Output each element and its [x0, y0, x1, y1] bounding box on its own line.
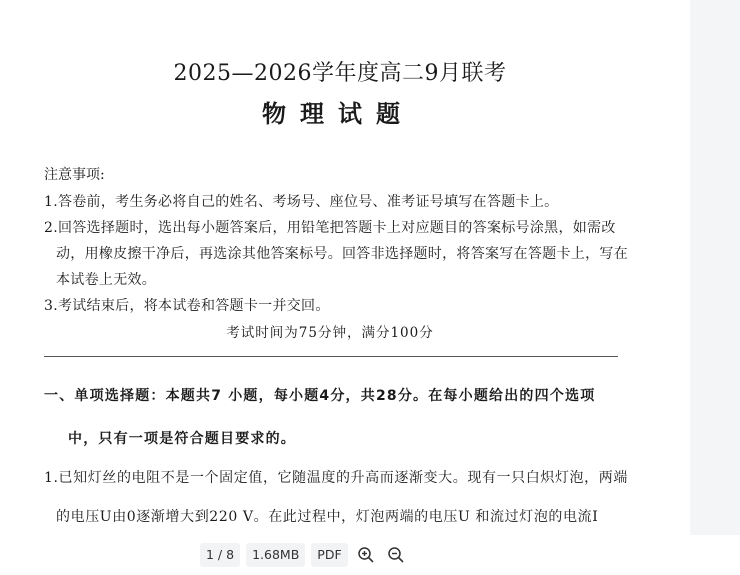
question-line: 1.已知灯丝的电阻不是一个固定值，它随温度的升高而逐渐变大。现有一只白炽灯泡，两端 — [44, 470, 628, 486]
exam-time-note: 考试时间为75分钟，满分100分 — [226, 325, 434, 341]
zoom-in-icon[interactable] — [354, 543, 378, 567]
notice-line: 本试卷上无效。 — [56, 272, 157, 288]
page-indicator[interactable]: 1 / 8 — [200, 543, 240, 567]
file-type-label: PDF — [311, 543, 347, 567]
subject-title: 物理试题 — [262, 99, 414, 128]
section-heading-continued: 中，只有一项是符合题目要求的。 — [68, 431, 296, 447]
divider-rule — [44, 356, 618, 357]
notice-line: 3.考试结束后，将本试卷和答题卡一并交回。 — [44, 298, 330, 314]
notice-line: 1.答卷前，考生务必将自己的姓名、考场号、座位号、准考证号填写在答题卡上。 — [44, 194, 559, 210]
section-heading: 一、单项选择题：本题共7 小题，每小题4分，共28分。在每小题给出的四个选项 — [44, 388, 596, 404]
viewer-toolbar — [200, 540, 408, 570]
question-line: 的电压U由0逐渐增大到220 V。在此过程中，灯泡两端的电压U 和流过灯泡的电流I — [56, 509, 599, 525]
zoom-out-icon[interactable] — [384, 543, 408, 567]
notice-heading: 注意事项: — [44, 167, 105, 183]
right-gutter — [690, 0, 740, 535]
notice-line: 动，用橡皮擦干净后，再选涂其他答案标号。回答非选择题时，将答案写在答题卡上，写在 — [56, 246, 628, 262]
file-size-label: 1.68MB — [246, 543, 305, 567]
notice-line: 2.回答选择题时，选出每小题答案后，用铅笔把答题卡上对应题目的答案标号涂黑，如需改 — [44, 220, 616, 236]
exam-title: 2025—2026学年度高二9月联考 — [173, 61, 507, 86]
